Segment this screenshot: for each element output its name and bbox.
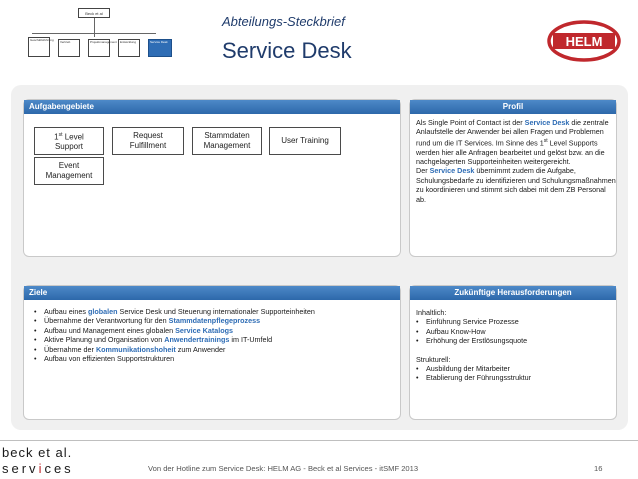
- zukunft-heading: Zukünftige Herausforderungen: [410, 286, 616, 300]
- list-text: Aufbau von effizienten Supportstrukturen: [44, 354, 175, 364]
- list-item: [34, 335, 374, 344]
- list-item: • Einführung Service Prozesse: [416, 317, 616, 326]
- tile-event-management: [34, 157, 104, 185]
- profil-card: [409, 99, 617, 257]
- zukunft-list-strukturell: [416, 364, 616, 383]
- tile-text: Level: [62, 132, 84, 142]
- profil-text-part: die zentrale Anlaufstelle der Anwender bei allen Fragen und Problemen rund um die IT Services. Im Sinne des 1: [416, 118, 609, 148]
- list-highlight: Service Katalogs: [175, 325, 234, 335]
- list-item: [34, 316, 374, 325]
- list-item: [34, 307, 374, 316]
- list-text: Aufbau eines: [44, 307, 88, 316]
- org-box: Vertrieb: [58, 39, 80, 57]
- list-item: [34, 354, 374, 363]
- tile-first-level-support: [34, 127, 104, 155]
- footer-text: Von der Hotline zum Service Desk: HELM AG - Beck et al Services - itSMF 2013: [148, 464, 419, 473]
- content-panel: [11, 85, 628, 430]
- tile-request-fulfillment: [112, 127, 184, 155]
- tile-text: Management: [45, 171, 93, 180]
- list-text: im IT-Umfeld: [229, 335, 273, 345]
- list-text: zum Anwender: [175, 344, 226, 354]
- list-item: [34, 345, 374, 354]
- footer-brand-line1: beck et al.: [2, 445, 73, 460]
- brand-text: ces: [44, 461, 74, 476]
- org-box: Entwicklung: [118, 39, 140, 57]
- ziele-heading: Ziele: [24, 286, 400, 300]
- zukunft-list-inhaltlich: [416, 317, 616, 345]
- aufgaben-heading: Aufgabengebiete: [24, 100, 400, 114]
- brand-text-accent: i: [38, 461, 45, 476]
- list-item: • Ausbildung der Mitarbeiter: [416, 364, 616, 373]
- zukunft-label: Inhaltlich:: [416, 308, 447, 317]
- tile-text: Management: [203, 141, 251, 150]
- tile-text: User Training: [281, 136, 329, 145]
- tile-text: Support: [54, 142, 83, 152]
- org-box: Projektmanagement: [88, 39, 110, 57]
- profil-highlight: Service Desk: [429, 166, 475, 176]
- profil-highlight: Service Desk: [524, 118, 570, 127]
- profil-text-part: Der: [416, 166, 430, 176]
- profil-text-part: übernimmt zudem die Aufgabe, Schulungsbedarfe zu identifizieren und Schulungsmaßnahmen zu koordinieren und stimmt sich dabei mit dem ZB Personal ab.: [416, 166, 616, 204]
- ziele-list: [34, 307, 374, 363]
- tile-text: Event: [58, 161, 80, 170]
- list-item: • Aufbau Know-How: [416, 327, 616, 336]
- org-line: [94, 18, 95, 37]
- page-number: 16: [594, 464, 603, 473]
- list-text: Service Desk und Steuerung internationaler Supporteinheiten: [117, 307, 315, 316]
- list-highlight: globalen: [87, 307, 118, 316]
- profil-text-part: st: [543, 137, 548, 144]
- org-chart: [28, 8, 178, 66]
- list-item: [34, 326, 374, 335]
- footer-divider: [0, 440, 638, 441]
- list-text: Übernahme der Verantwortung für den: [44, 316, 169, 326]
- page-title: Service Desk: [222, 38, 352, 63]
- page-subtitle: Abteilungs-Steckbrief: [222, 14, 345, 29]
- list-text: Aktive Planung und Organisation von: [44, 335, 165, 345]
- aufgaben-card: [23, 99, 401, 257]
- logo-text: HELM: [565, 34, 603, 49]
- list-highlight: Stammdatenpflegeprozess: [168, 316, 261, 326]
- list-item: • Erhöhung der Erstlösungsquote: [416, 336, 616, 345]
- tile-text: Stammdaten: [204, 131, 250, 140]
- list-item: • Etablierung der Führungsstruktur: [416, 373, 616, 382]
- ziele-card: [23, 285, 401, 420]
- tile-text: st: [58, 131, 63, 138]
- tile-text: Request: [133, 131, 163, 140]
- tile-stammdaten-management: [192, 127, 262, 155]
- tile-text: Fulfillment: [129, 141, 167, 150]
- footer-brand-line2: [2, 461, 74, 476]
- org-line: [94, 33, 156, 34]
- list-highlight: Kommunikationshoheit: [95, 344, 176, 354]
- zukunft-label: Strukturell:: [416, 354, 451, 364]
- list-text: Aufbau und Management eines globalen: [44, 325, 176, 335]
- list-highlight: Anwendertrainings: [164, 335, 230, 345]
- org-box-highlight: Service Desk: [148, 39, 172, 57]
- profil-text-part: Level Supports werden hier alle Anfragen bearbeitet und gelöst bzw. an die nachgelagerten Supporteinheiten weitergereicht.: [416, 138, 605, 167]
- org-box: Geschäftsführung: [28, 37, 50, 57]
- zukunft-text: [416, 308, 616, 383]
- list-text: Übernahme der: [44, 344, 96, 354]
- profil-text: [416, 118, 616, 204]
- profil-text-part: Als Single Point of Contact ist der: [416, 118, 525, 127]
- tile-user-training: [269, 127, 341, 155]
- profil-heading: Profil: [410, 100, 616, 114]
- org-box-top: Beck et al: [78, 8, 110, 18]
- zukunft-card: [409, 285, 617, 420]
- brand-text: serv: [2, 461, 39, 476]
- helm-logo: [545, 20, 623, 62]
- tile-text: 1: [54, 132, 59, 142]
- org-line: [32, 33, 94, 34]
